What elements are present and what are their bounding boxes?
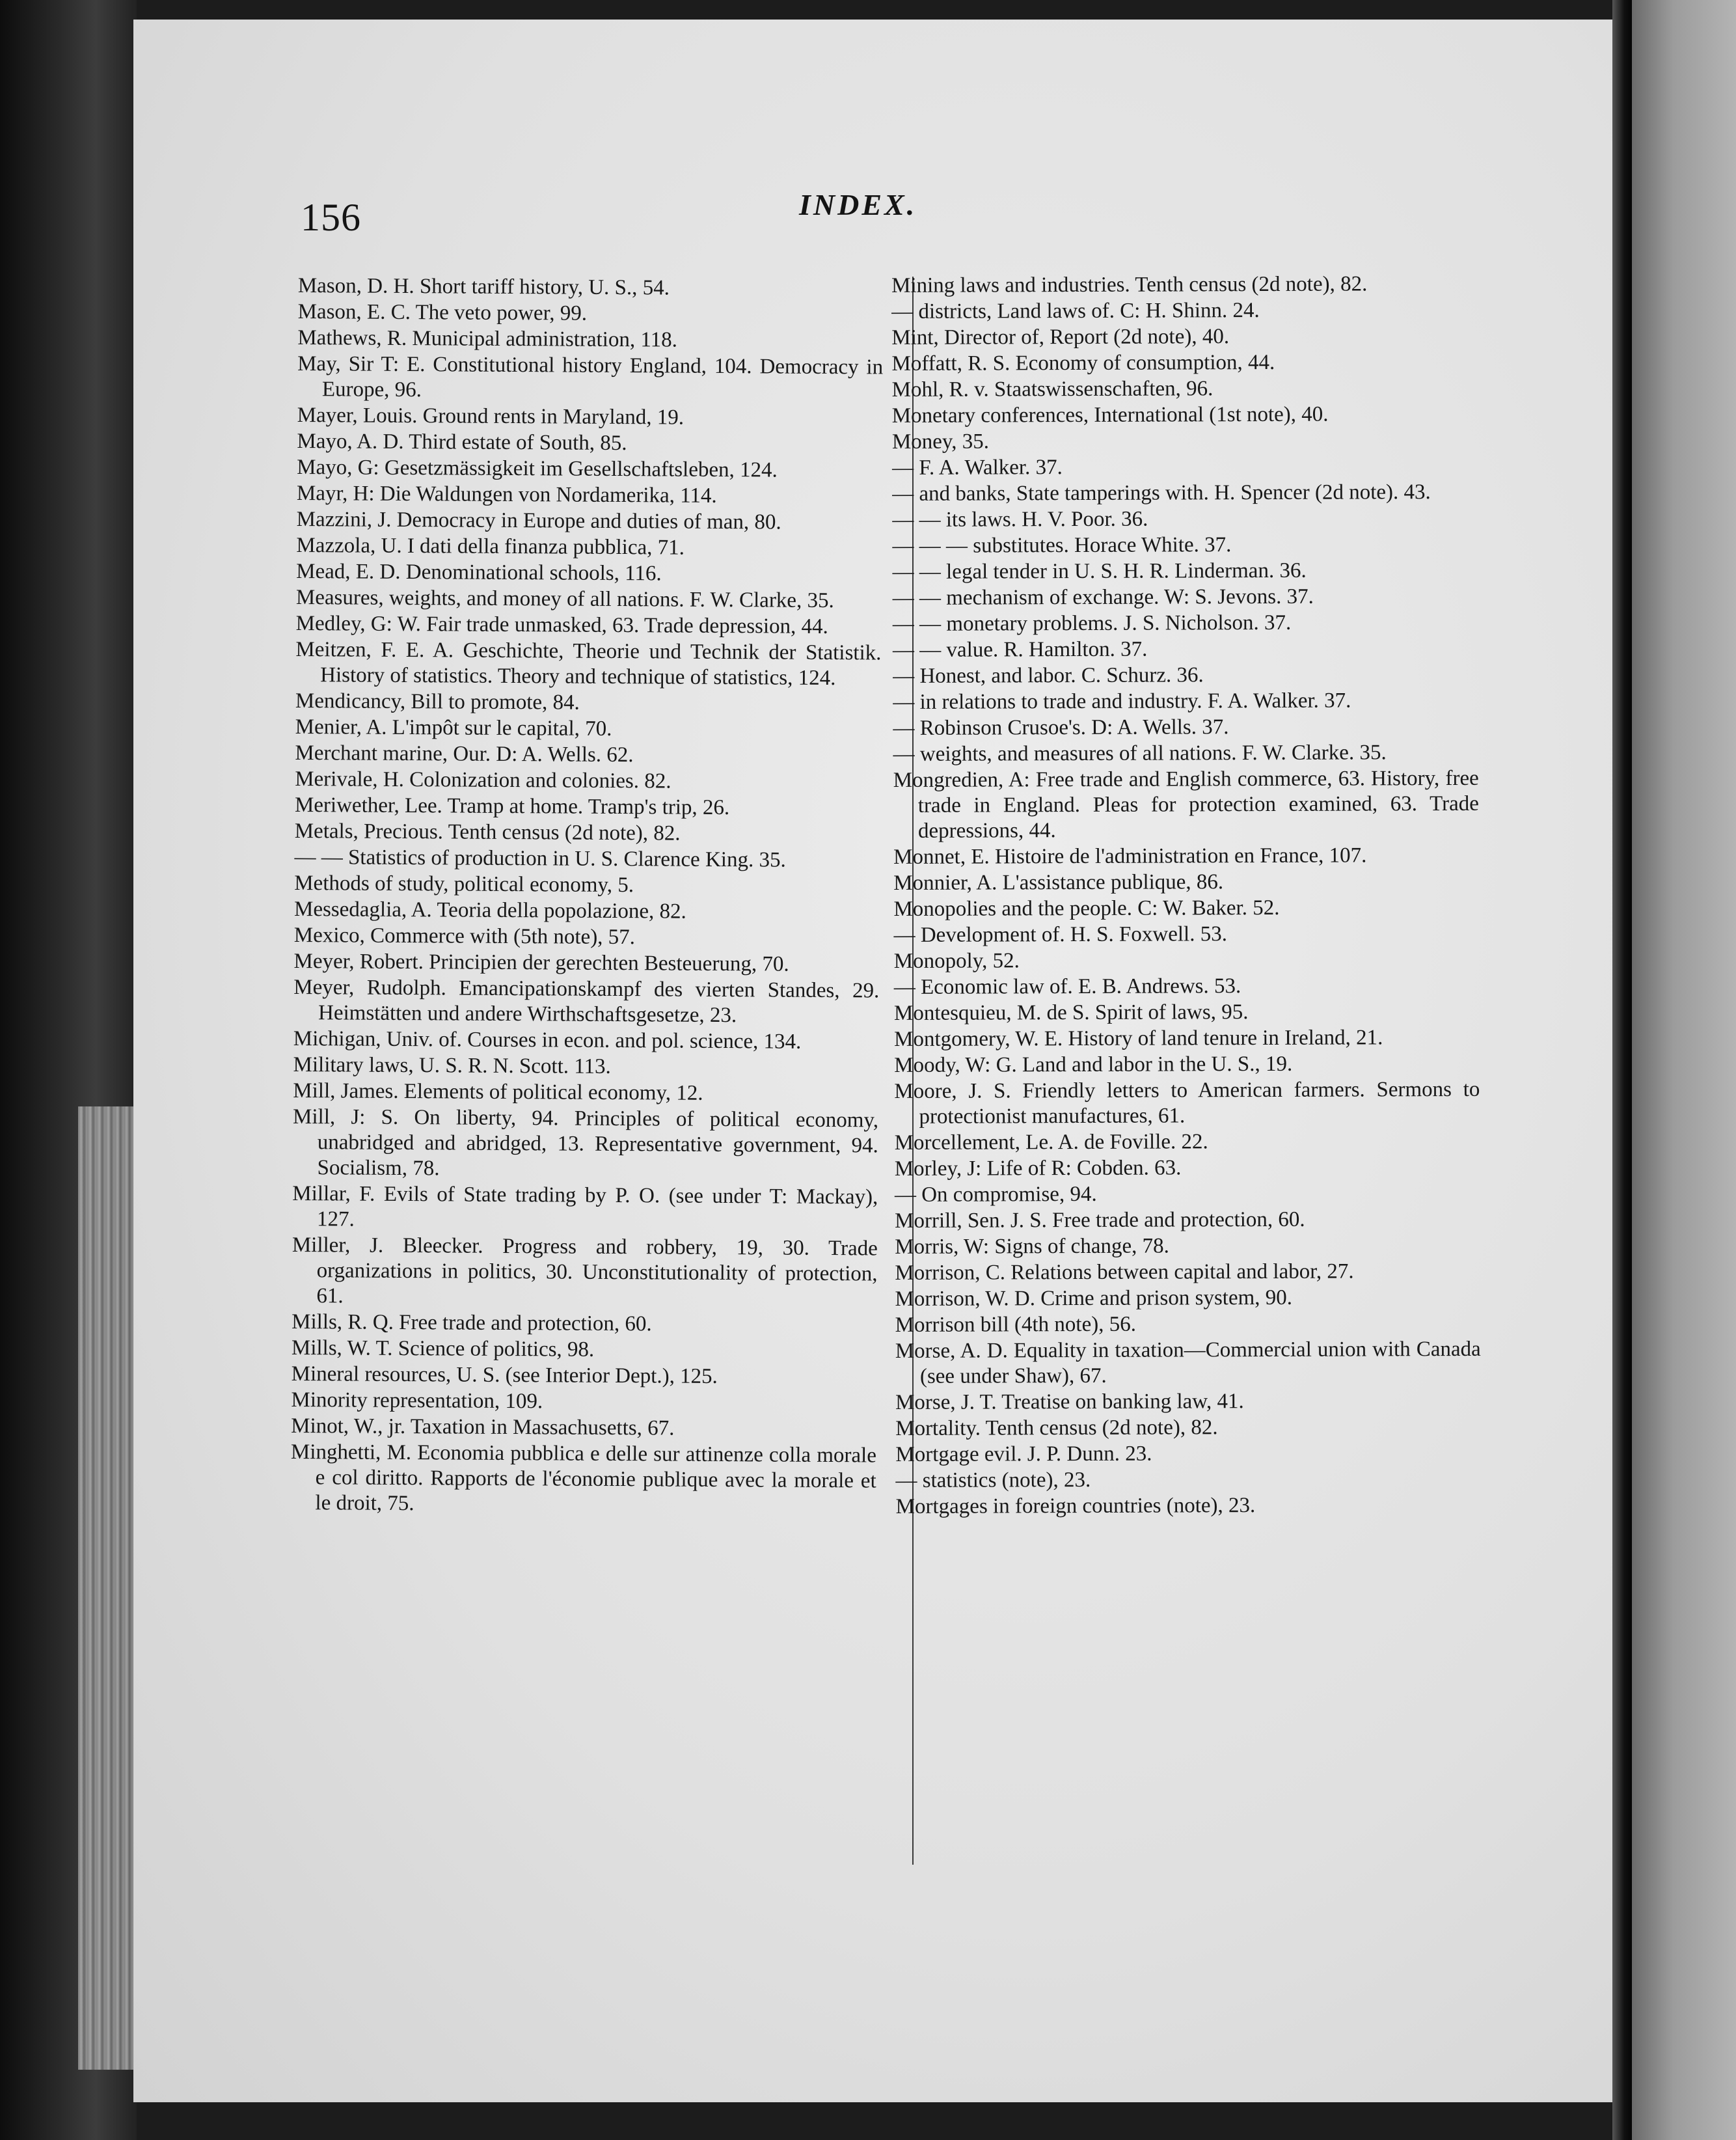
index-entry: Merivale, H. Colonization and colonies. 82. [295, 767, 671, 793]
index-column-left [290, 273, 884, 1520]
index-entry: Mortality. Tenth census (2d note), 82. [895, 1416, 1218, 1440]
index-entry: — in relations to trade and industry. F. A. Walker. 37. [893, 689, 1351, 714]
index-entry: Mortgages in foreign countries (note), 23. [895, 1494, 1256, 1518]
index-entry: Mill, J: S. On liberty, 94. Principles of political economy, unabridged and abridged, 13. Representative government, 94. Socialism, 78. [292, 1104, 879, 1181]
index-entry: Moore, J. S. Friendly letters to American farmers. Sermons to protectionist manufactures, 61. [894, 1077, 1480, 1129]
index-entry: — — its laws. H. V. Poor. 36. [892, 507, 1148, 532]
index-entry: Mongredien, A: Free trade and English commerce, 63. History, free trade in England. Pleas for protection examined, 63. Trade depressions, 44. [893, 766, 1479, 843]
index-entry: — F. A. Walker. 37. [891, 456, 1063, 480]
index-entry: Monopoly, 52. [893, 949, 1020, 973]
index-entry: Mint, Director of, Report (2d note), 40. [891, 325, 1230, 350]
index-entry: Millar, F. Evils of State trading by P. O. (see under T: Mackay), 127. [292, 1181, 878, 1231]
index-entry: — On compromise, 94. [894, 1182, 1097, 1207]
index-entry: Menier, A. L'impôt sur le capital, 70. [295, 715, 612, 741]
index-entry: Morrison, C. Relations between capital and labor, 27. [895, 1259, 1354, 1285]
index-entry: — — value. R. Hamilton. 37. [892, 637, 1148, 662]
index-entry: Mason, D. H. Short tariff history, U. S., 54. [297, 273, 670, 300]
index-entry: Morris, W: Signs of change, 78. [895, 1234, 1169, 1259]
index-entry: Mayr, H: Die Waldungen von Nordamerika, 114. [296, 481, 717, 508]
index-entry: Money, 35. [891, 430, 990, 454]
index-entry: — weights, and measures of all nations. F. W. Clarke. 35. [893, 741, 1387, 766]
index-entry: — — legal tender in U. S. H. R. Linderman. 36. [892, 558, 1307, 584]
index-entry: Mayo, A. D. Third estate of South, 85. [297, 429, 627, 456]
index-entry: — — mechanism of exchange. W: S. Jevons. 37. [892, 584, 1314, 610]
index-entry: Michigan, Univ. of. Courses in econ. and pol. science, 134. [293, 1026, 802, 1054]
index-entry: Mills, R. Q. Free trade and protection, 60. [292, 1310, 652, 1336]
index-entry: Meyer, Rudolph. Emancipationskampf des vierten Standes, 29. Heimstätten und andere Wirthschaftsgesetze, 23. [293, 975, 880, 1028]
index-entry: Morcellement, Le. A. de Foville. 22. [894, 1130, 1208, 1155]
index-entry: Metals, Precious. Tenth census (2d note), 82. [294, 819, 681, 845]
index-entry: Mining laws and industries. Tenth census (2d note), 82. [891, 272, 1368, 297]
index-entry: Morley, J: Life of R: Cobden. 63. [894, 1156, 1182, 1181]
index-entry: Meyer, Robert. Principien der gerechten Besteuerung, 70. [293, 949, 789, 976]
index-entry: Mills, W. T. Science of politics, 98. [291, 1336, 595, 1362]
index-column-right [891, 271, 1482, 1520]
index-entry: Moffatt, R. S. Economy of consumption, 44. [891, 350, 1275, 376]
index-entry: Methods of study, political economy, 5. [294, 871, 634, 898]
index-entry: Meriwether, Lee. Tramp at home. Tramp's trip, 26. [294, 793, 730, 820]
index-entry: Moody, W: G. Land and labor in the U. S., 19. [894, 1052, 1293, 1077]
index-entry: — Economic law of. E. B. Andrews. 53. [893, 974, 1241, 999]
page-number: 156 [301, 196, 361, 239]
index-entry: Mathews, R. Municipal administration, 118. [297, 325, 678, 352]
running-title: INDEX. [799, 188, 917, 221]
index-entry: Medley, G: W. Fair trade unmasked, 63. Trade depression, 44. [295, 611, 828, 638]
index-entry: — Development of. H. S. Foxwell. 53. [893, 922, 1227, 947]
index-entry: Mead, E. D. Denominational schools, 116. [296, 559, 662, 586]
index-entry: Mayo, G: Gesetzmässigkeit im Gesellschaftsleben, 124. [297, 455, 778, 482]
index-entry: Morrison, W. D. Crime and prison system, 90. [895, 1285, 1293, 1311]
index-entry: Mason, E. C. The veto power, 99. [297, 299, 588, 325]
index-entry: Minot, W., jr. Taxation in Massachusetts, 67. [291, 1414, 675, 1440]
index-entry: Morse, J. T. Treatise on banking law, 41. [895, 1390, 1244, 1414]
index-entry: — Robinson Crusoe's. D: A. Wells. 37. [893, 715, 1229, 740]
index-entry: Monetary conferences, International (1st note), 40. [891, 402, 1329, 428]
index-entry: Monopolies and the people. C: W. Baker. 52. [893, 896, 1280, 921]
index-entry: — — monetary problems. J. S. Nicholson. 37. [892, 610, 1292, 636]
index-entry: Mohl, R. v. Staatswissenschaften, 96. [891, 377, 1214, 402]
index-entry: May, Sir T: E. Constitutional history England, 104. Democracy in Europe, 96. [297, 351, 884, 402]
index-entry: Military laws, U. S. R. N. Scott. 113. [293, 1052, 611, 1078]
index-entry: — Honest, and labor. C. Schurz. 36. [893, 663, 1204, 688]
index-entry: Montgomery, W. E. History of land tenure in Ireland, 21. [894, 1026, 1383, 1051]
index-entry: Merchant marine, Our. D: A. Wells. 62. [295, 741, 634, 767]
next-page-edge [1632, 0, 1736, 2140]
index-entry: Mortgage evil. J. P. Dunn. 23. [895, 1442, 1152, 1466]
index-entry: Minority representation, 109. [291, 1388, 543, 1414]
index-entry: Mexico, Commerce with (5th note), 57. [293, 923, 636, 950]
index-entry: Mill, James. Elements of political economy, 12. [293, 1078, 703, 1105]
index-entry: Morrill, Sen. J. S. Free trade and protection, 60. [895, 1207, 1305, 1233]
index-entry: Mazzini, J. Democracy in Europe and duties of man, 80. [296, 507, 781, 534]
index-entry: Miller, J. Bleecker. Progress and robbery, 19, 30. Trade organizations in politics, 30. Unconstitutionality of protection, 61. [292, 1233, 878, 1308]
index-entry: Mayer, Louis. Ground rents in Maryland, 19. [297, 403, 685, 430]
index-entry: Mineral resources, U. S. (see Interior Dept.), 125. [291, 1362, 718, 1388]
index-entry: — districts, Land laws of. C: H. Shinn. 24. [891, 299, 1260, 323]
index-entry: — — Statistics of production in U. S. Clarence King. 35. [294, 845, 786, 872]
index-entry: Monnier, A. L'assistance publique, 86. [893, 870, 1224, 895]
index-entry: Messedaglia, A. Teoria della popolazione, 82. [293, 897, 686, 924]
index-entry: Minghetti, M. Economia pubblica e delle sur attinenze colla morale e col diritto. Rapports de l'économie publique avec la morale et le droit, 75. [290, 1440, 877, 1516]
index-entry: — statistics (note), 23. [895, 1468, 1091, 1492]
index-entry: Mendicancy, Bill to promote, 84. [295, 689, 580, 715]
index-entry: — and banks, State tamperings with. H. Spencer (2d note). 43. [892, 480, 1431, 506]
index-entry: Morrison bill (4th note), 56. [895, 1312, 1137, 1337]
index-entry: — — — substitutes. Horace White. 37. [892, 533, 1232, 558]
index-entry: Mazzola, U. I dati della finanza pubblica, 71. [296, 533, 685, 560]
index-entry: Montesquieu, M. de S. Spirit of laws, 95. [893, 1000, 1249, 1025]
gutter-shadow [1612, 0, 1632, 2140]
index-entry: Meitzen, F. E. A. Geschichte, Theorie und Technik der Statistik. History of statistics. Theory and technique of statistics, 124. [295, 637, 882, 691]
index-entry: Measures, weights, and money of all nations. F. W. Clarke, 35. [295, 585, 834, 613]
index-entry: Monnet, E. Histoire de l'administration en France, 107. [893, 844, 1367, 869]
index-entry: Morse, A. D. Equality in taxation—Commercial union with Canada (see under Shaw), 67. [895, 1337, 1481, 1388]
